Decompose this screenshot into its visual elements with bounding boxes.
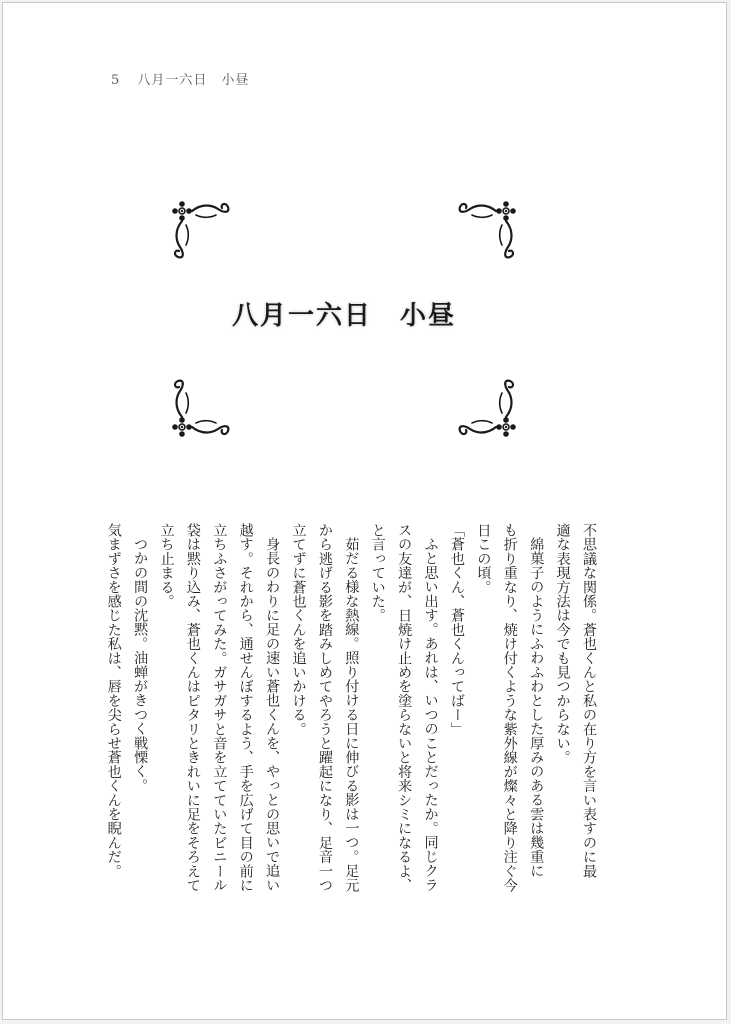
body-text	[98, 523, 602, 943]
running-header	[111, 69, 249, 88]
text-line: 不思議な関係。蒼也くんと私の在り方を言い表すのに最	[581, 523, 597, 878]
corner-ornament-bottom-left	[172, 381, 228, 437]
running-header-section: 八月一六日 小昼	[137, 73, 250, 88]
text-line: ふと思い出す。あれは、いつのことだったか。同じクラ	[422, 537, 439, 893]
page-number: 5	[111, 73, 121, 88]
text-line: 立ち止まる。	[158, 523, 175, 609]
chapter-title: 八月一六日 小昼	[231, 301, 456, 331]
text-line: 茹だる様な熱線。照り付ける日に伸びる影は一つ。足元	[343, 537, 360, 893]
text-line: も折り重なり、焼け付くような紫外線が燦々と降り注ぐ今	[501, 523, 518, 893]
text-line: 「蒼也くん、蒼也くんってばー」	[448, 523, 465, 736]
text-line: 立ちふさがってみた。ガサガサと音を立てていたビニール	[211, 523, 228, 893]
text-line: つかの間の沈黙。油蝉がきつく戦慄く。	[132, 537, 149, 793]
text-line: 立てずに蒼也くんを追いかける。	[290, 523, 307, 736]
text-line: 越す。それから、通せんぼするよう、手を広げて目の前に	[237, 523, 254, 893]
text-line: 袋は黙り込み、蒼也くんはピタリときれいに足をそろえて	[184, 523, 201, 893]
corner-ornament-top-right	[460, 201, 516, 257]
corner-ornament-bottom-right	[460, 381, 516, 437]
text-line: 適な表現方法は今でも見つからない。	[554, 523, 571, 765]
text-line: スの友達が、日焼け止めを塗らないと将来シミになるよ、	[396, 523, 413, 893]
text-line: 身長のわりに足の速い蒼也くんを、やっとの思いで追い	[264, 537, 281, 893]
text-line: 日この頃。	[475, 523, 492, 594]
text-line: 気まずさを感じた私は、唇を尖らせ蒼也くんを睨んだ。	[105, 523, 122, 878]
chapter-title-frame	[166, 195, 522, 443]
text-line: から逃げる影を踏みしめてやろうと躍起になり、足音一つ	[316, 523, 333, 893]
corner-ornament-top-left	[172, 201, 228, 257]
text-line: 綿菓子のようにふわふわとした厚みのある雲は幾重に	[528, 537, 545, 878]
book-page	[2, 2, 727, 1020]
text-line: と言っていた。	[369, 523, 386, 623]
